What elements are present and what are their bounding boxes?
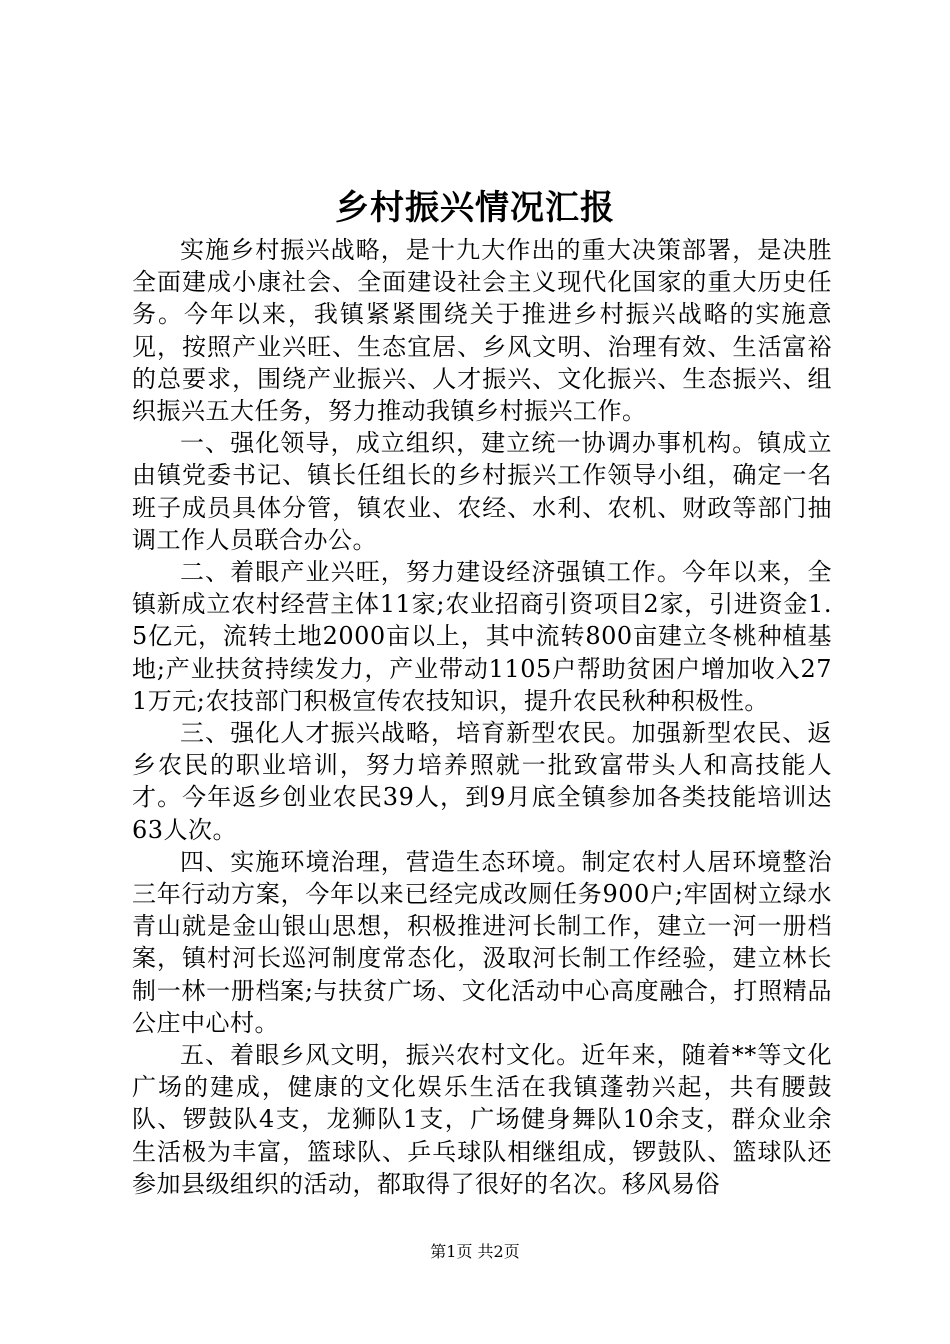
paragraph-section-2: 二、着眼产业兴旺，努力建设经济强镇工作。今年以来，全镇新成立农村经营主体11家;农业招商引资项目2家，引进资金1.5亿元，流转土地2000亩以上，其中流转800亩建立冬桃种植基地;产业扶贫持续发力，产业带动1105户帮助贫困户增加收入271万元;农技部门积极宣传农技知识，提升农民秋种积极性。 [132, 558, 832, 715]
paragraph-section-1: 一、强化领导，成立组织，建立统一协调办事机构。镇成立由镇党委书记、镇长任组长的乡村振兴工作领导小组，确定一名班子成员具体分管，镇农业、农经、水利、农机、财政等部门抽调工作人员联合办公。 [132, 429, 832, 554]
paragraph-section-5: 五、着眼乡风文明，振兴农村文化。近年来，随着**等文化广场的建成，健康的文化娱乐生活在我镇蓬勃兴起，共有腰鼓队、锣鼓队4支，龙狮队1支，广场健身舞队10余支，群众业余生活极为丰富，篮球队、乒乓球队相继组成，锣鼓队、篮球队还参加县级组织的活动，都取得了很好的名次。移风易俗 [132, 1041, 832, 1198]
paragraph-section-3: 三、强化人才振兴战略，培育新型农民。加强新型农民、返乡农民的职业培训，努力培养照就一批致富带头人和高技能人才。今年返乡创业农民39人，到9月底全镇参加各类技能培训达63人次。 [132, 719, 832, 844]
document-title: 乡村振兴情况汇报 [335, 188, 615, 228]
paragraph-section-4: 四、实施环境治理，营造生态环境。制定农村人居环境整治三年行动方案，今年以来已经完成改厕任务900户;牢固树立绿水青山就是金山银山思想，积极推进河长制工作，建立一河一册档案，镇村河长巡河制度常态化，汲取河长制工作经验，建立林长制一林一册档案;与扶贫广场、文化活动中心高度融合，打照精品公庄中心村。 [132, 847, 832, 1037]
paragraph-intro: 实施乡村振兴战略，是十九大作出的重大决策部署，是决胜全面建成小康社会、全面建设社会主义现代化国家的重大历史任务。今年以来，我镇紧紧围绕关于推进乡村振兴战略的实施意见，按照产业兴旺、生态宜居、乡风文明、治理有效、生活富裕的总要求，围绕产业振兴、人才振兴、文化振兴、生态振兴、组织振兴五大任务，努力推动我镇乡村振兴工作。 [132, 236, 832, 426]
page-footer: 第1页 共2页 [430, 1242, 520, 1261]
document-body [132, 234, 832, 1200]
